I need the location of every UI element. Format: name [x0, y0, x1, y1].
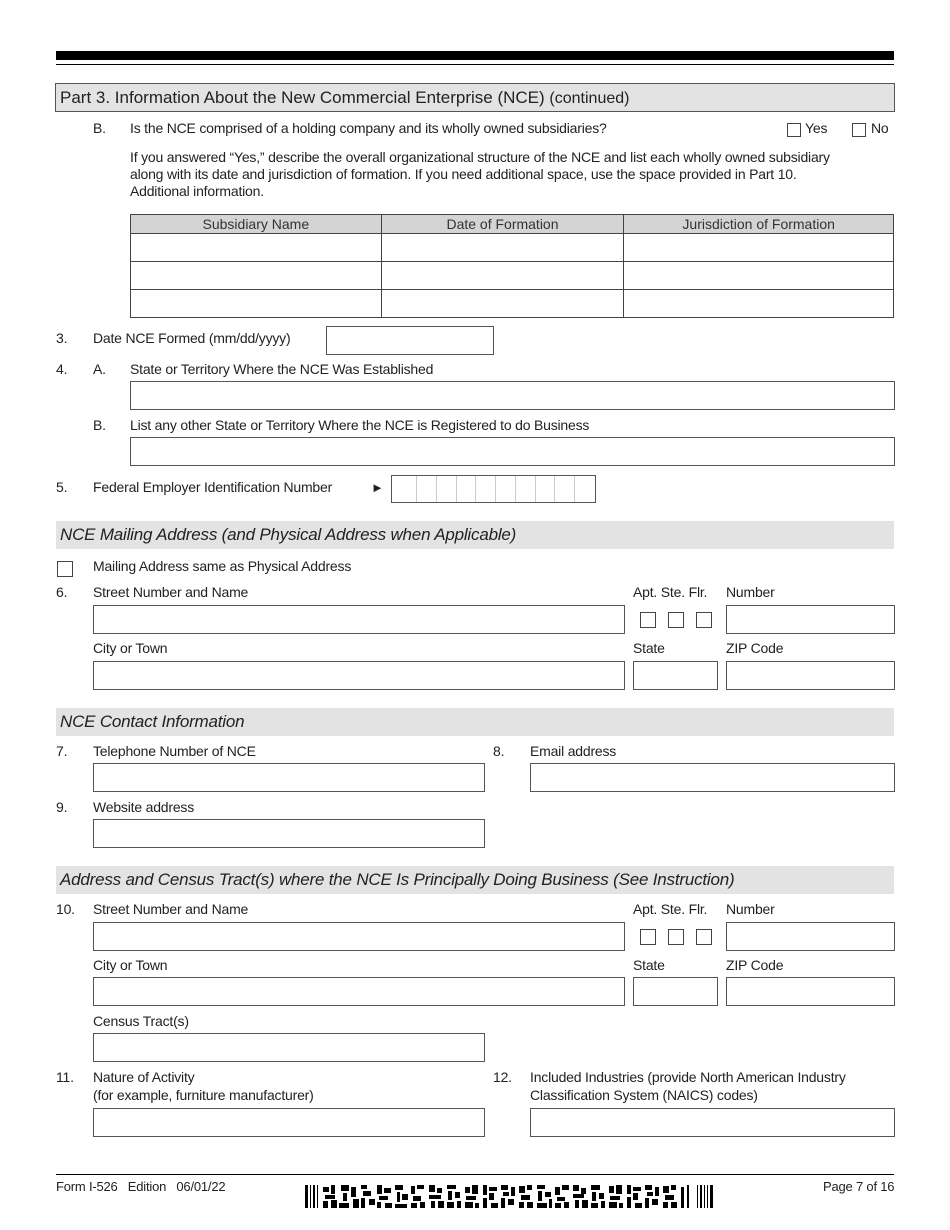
q10-zip-input[interactable] — [726, 977, 895, 1006]
q10-number-input[interactable] — [726, 922, 895, 951]
q10-number: 10. — [56, 901, 75, 917]
fein-input[interactable] — [391, 475, 596, 503]
date-formed-input[interactable] — [326, 326, 494, 355]
q10-apt-checkbox[interactable] — [640, 929, 656, 945]
q4a-label: State or Territory Where the NCE Was Established — [130, 361, 434, 377]
q12-hint: Classification System (NAICS) codes) — [530, 1087, 758, 1103]
q6-street-input[interactable] — [93, 605, 625, 634]
table-header-date-of-formation: Date of Formation — [381, 215, 624, 234]
table-row — [131, 290, 894, 318]
section-census-tract: Address and Census Tract(s) where the NCE Is Principally Doing Business (See Instruction) — [56, 866, 894, 894]
table-cell-input[interactable] — [624, 234, 894, 262]
q11-label: Nature of Activity — [93, 1069, 195, 1085]
q6-number-input[interactable] — [726, 605, 895, 634]
q6-street-label: Street Number and Name — [93, 584, 249, 600]
part-header — [55, 83, 895, 112]
table-cell-input[interactable] — [624, 290, 894, 318]
nature-of-activity-input[interactable] — [93, 1108, 485, 1137]
other-states-input[interactable] — [130, 437, 895, 466]
q6-zip-input[interactable] — [726, 661, 895, 690]
q3-number: 3. — [56, 330, 68, 346]
q8-number: 8. — [493, 743, 505, 759]
q2b-instruction-ref: Part 10. — [749, 166, 797, 182]
q6-ste-checkbox[interactable] — [668, 612, 684, 628]
table-cell-input[interactable] — [624, 262, 894, 290]
q2b-yes-label: Yes — [805, 120, 828, 136]
q4b-letter: B. — [93, 417, 106, 433]
top-rule-thin — [56, 64, 894, 65]
q6-city-label: City or Town — [93, 640, 168, 656]
q10-number-label: Number — [726, 901, 775, 917]
q10-city-label: City or Town — [93, 957, 168, 973]
barcode-icon — [305, 1185, 713, 1208]
q2b-question: Is the NCE comprised of a holding company and its wholly owned subsidiaries? — [130, 120, 607, 136]
q6-zip-label: ZIP Code — [726, 640, 784, 656]
q10-street-label: Street Number and Name — [93, 901, 249, 917]
q12-label: Included Industries (provide North American Industry — [530, 1069, 846, 1085]
q5-label: Federal Employer Identification Number — [93, 479, 333, 495]
census-tract-input[interactable] — [93, 1033, 485, 1062]
q8-label: Email address — [530, 743, 617, 759]
q10-apt-label: Apt. Ste. Flr. — [633, 901, 708, 917]
table-cell-input[interactable] — [381, 290, 624, 318]
table-row — [131, 262, 894, 290]
q2b-instruction-line2 — [130, 166, 797, 183]
q6-apt-checkbox[interactable] — [640, 612, 656, 628]
table-cell-input[interactable] — [381, 234, 624, 262]
state-established-input[interactable] — [130, 381, 895, 410]
table-cell-input[interactable] — [131, 290, 382, 318]
q12-number: 12. — [493, 1069, 512, 1085]
table-header-subsidiary-name: Subsidiary Name — [131, 215, 382, 234]
q2b-yes-checkbox[interactable] — [787, 123, 801, 137]
subsidiary-table — [130, 214, 894, 318]
q6-state-label: State — [633, 640, 665, 656]
q2b-instruction-line3 — [130, 183, 264, 200]
q6-apt-label: Apt. Ste. Flr. — [633, 584, 708, 600]
q2b-instruction-text: along with its date and jurisdiction of formation. If you need additional space, use the space provided in — [130, 166, 746, 182]
q10-street-input[interactable] — [93, 922, 625, 951]
q2b-letter: B. — [93, 120, 106, 136]
q2b-instruction-additional: Additional information — [130, 183, 261, 199]
q10-flr-checkbox[interactable] — [696, 929, 712, 945]
mailing-same-label: Mailing Address same as Physical Address — [93, 558, 352, 574]
q11-number: 11. — [56, 1069, 74, 1085]
q3-label: Date NCE Formed (mm/dd/yyyy) — [93, 330, 291, 346]
q2b-instruction-line1: If you answered “Yes,” describe the overall organizational structure of the NCE and list each wholly owned subsidiary — [130, 149, 830, 165]
q4a-letter: A. — [93, 361, 106, 377]
footer-rule — [56, 1174, 894, 1175]
email-input[interactable] — [530, 763, 895, 792]
table-cell-input[interactable] — [131, 262, 382, 290]
q6-number-label: Number — [726, 584, 775, 600]
q10-city-input[interactable] — [93, 977, 625, 1006]
q10-state-label: State — [633, 957, 665, 973]
part-header-continued: (continued) — [549, 90, 630, 107]
q10-zip-label: ZIP Code — [726, 957, 784, 973]
q6-state-input[interactable] — [633, 661, 718, 690]
q9-number: 9. — [56, 799, 68, 815]
q4-number: 4. — [56, 361, 68, 377]
q2b-no-label: No — [871, 120, 889, 136]
q2b-no-checkbox[interactable] — [852, 123, 866, 137]
telephone-input[interactable] — [93, 763, 485, 792]
q6-number: 6. — [56, 584, 68, 600]
q2b-instruction-end: . — [260, 183, 264, 199]
table-header-row — [131, 215, 894, 234]
footer-form-edition: Form I-526 Edition 06/01/22 — [56, 1179, 226, 1194]
q9-label: Website address — [93, 799, 195, 815]
section-contact-information: NCE Contact Information — [56, 708, 894, 736]
q6-city-input[interactable] — [93, 661, 625, 690]
table-row — [131, 234, 894, 262]
section-mailing-address: NCE Mailing Address (and Physical Address when Applicable) — [56, 521, 894, 549]
website-input[interactable] — [93, 819, 485, 848]
table-cell-input[interactable] — [381, 262, 624, 290]
table-cell-input[interactable] — [131, 234, 382, 262]
table-header-jurisdiction: Jurisdiction of Formation — [624, 215, 894, 234]
q10-tract-label: Census Tract(s) — [93, 1013, 189, 1029]
arrow-icon: ► — [371, 480, 384, 495]
q10-ste-checkbox[interactable] — [668, 929, 684, 945]
q10-state-input[interactable] — [633, 977, 718, 1006]
q6-flr-checkbox[interactable] — [696, 612, 712, 628]
q7-label: Telephone Number of NCE — [93, 743, 256, 759]
q7-number: 7. — [56, 743, 68, 759]
naics-codes-input[interactable] — [530, 1108, 895, 1137]
q4b-label: List any other State or Territory Where the NCE is Registered to do Business — [130, 417, 590, 433]
q11-hint: (for example, furniture manufacturer) — [93, 1087, 314, 1103]
part-header-title: Part 3. Information About the New Commercial Enterprise (NCE) — [60, 88, 545, 107]
mailing-same-checkbox[interactable] — [57, 561, 73, 577]
footer-page-number: Page 7 of 16 — [823, 1179, 895, 1194]
q5-number: 5. — [56, 479, 68, 495]
top-rule-thick — [56, 51, 894, 60]
